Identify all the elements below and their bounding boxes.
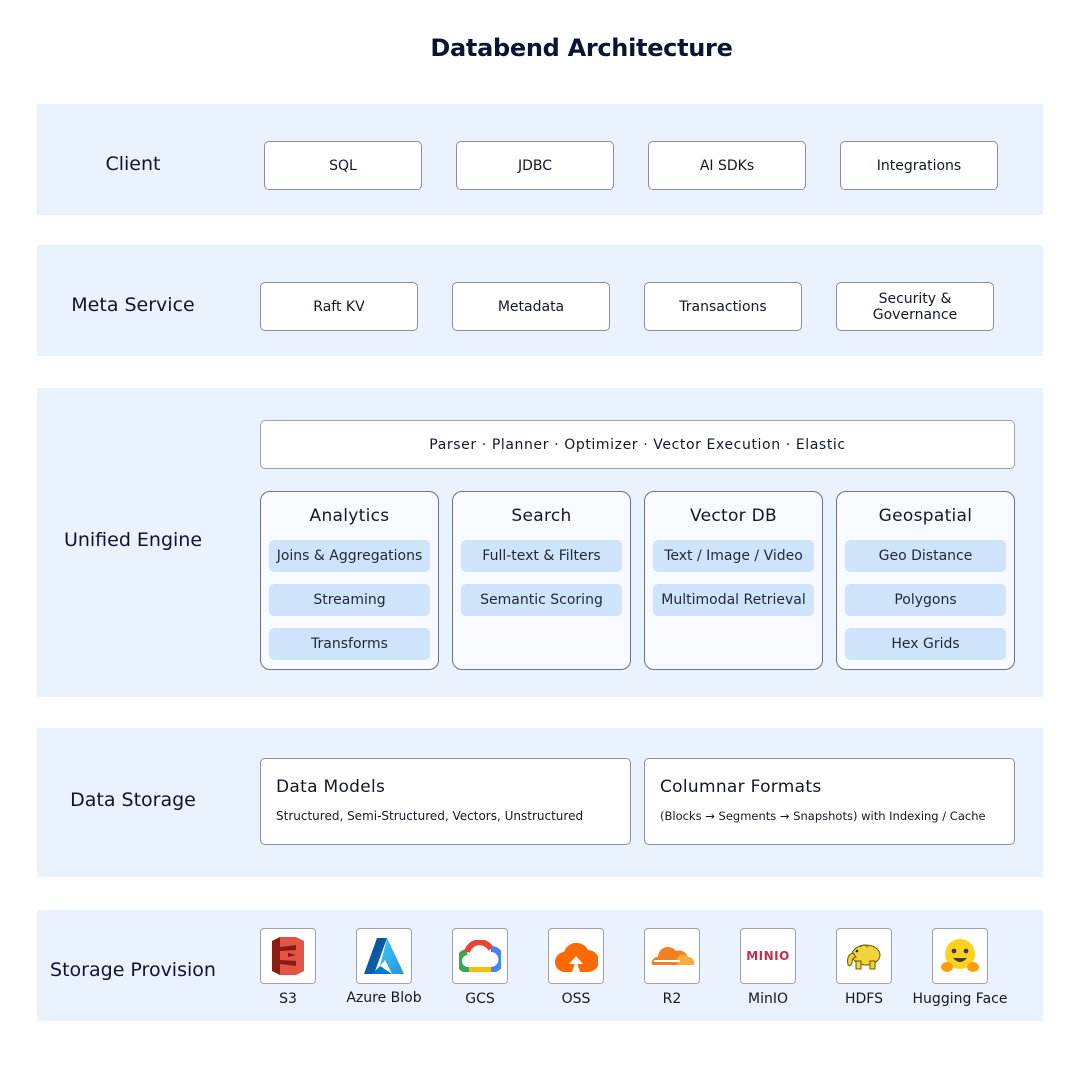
chip-polygons: Polygons [845,584,1006,616]
provision-label: Storage Provision [50,959,216,981]
security-line: Security & [878,290,952,307]
provider-label-minio: MinIO [748,991,788,1007]
meta-transactions: Transactions [644,282,802,331]
minio-logo-text: MINIO [746,949,790,963]
governance-line: Governance [872,306,958,323]
chip-streaming: Streaming [269,584,430,616]
columnar-formats-desc: (Blocks → Segments → Snapshots) with Indexing / Cache [660,809,986,823]
card-title-analytics: Analytics [309,506,390,526]
chip-hex-grids: Hex Grids [845,628,1006,660]
meta-label: Meta Service [71,294,195,316]
provider-label-r2: R2 [662,991,682,1007]
engine-label: Unified Engine [63,529,203,551]
client-integrations: Integrations [840,141,998,190]
alibaba-oss-icon [548,928,604,984]
chip-text-image-video: Text / Image / Video [653,540,814,572]
provider-label-s3: S3 [279,991,297,1007]
card-columnar-formats [644,758,1015,845]
provider-label-hugging-face: Hugging Face [912,991,1008,1007]
card-title-vector-db: Vector DB [689,506,778,526]
chip-geo-distance: Geo Distance [845,540,1006,572]
card-title-geospatial: Geospatial [878,506,973,526]
data-models-title: Data Models [276,777,386,797]
data-models-desc: Structured, Semi-Structured, Vectors, Unstructured [276,809,584,823]
chip-transforms: Transforms [269,628,430,660]
columnar-formats-title: Columnar Formats [660,777,822,797]
meta-security-governance [836,282,994,331]
chip-joins-aggregations: Joins & Aggregations [269,540,430,572]
client-ai-sdks: AI SDKs [648,141,806,190]
card-analytics [260,491,439,670]
hugging-face-icon [932,928,988,984]
google-cloud-icon [452,928,508,984]
meta-metadata: Metadata [452,282,610,331]
cloudflare-icon [644,928,700,984]
provider-label-azure: Azure Blob [346,990,422,1006]
card-title-search: Search [511,506,572,526]
provider-label-oss: OSS [561,991,591,1007]
meta-raft-kv: Raft KV [260,282,418,331]
chip-semantic-scoring: Semantic Scoring [461,584,622,616]
hadoop-elephant-icon [836,928,892,984]
card-vector-db [644,491,823,670]
provider-label-hdfs: HDFS [844,991,883,1007]
client-label: Client [105,153,161,175]
chip-fulltext-filters: Full-text & Filters [461,540,622,572]
azure-icon [356,928,412,984]
engine-pipeline: Parser · Planner · Optimizer · Vector Execution · Elastic [260,420,1015,469]
card-data-models [260,758,631,845]
minio-icon [740,928,796,984]
client-sql: SQL [264,141,422,190]
provider-label-gcs: GCS [465,991,495,1007]
chip-multimodal-retrieval: Multimodal Retrieval [653,584,814,616]
page-title: Databend Architecture [430,34,733,62]
storage-label: Data Storage [70,789,196,811]
card-search [452,491,631,670]
client-jdbc: JDBC [456,141,614,190]
aws-s3-icon [260,928,316,984]
card-geospatial [836,491,1015,670]
